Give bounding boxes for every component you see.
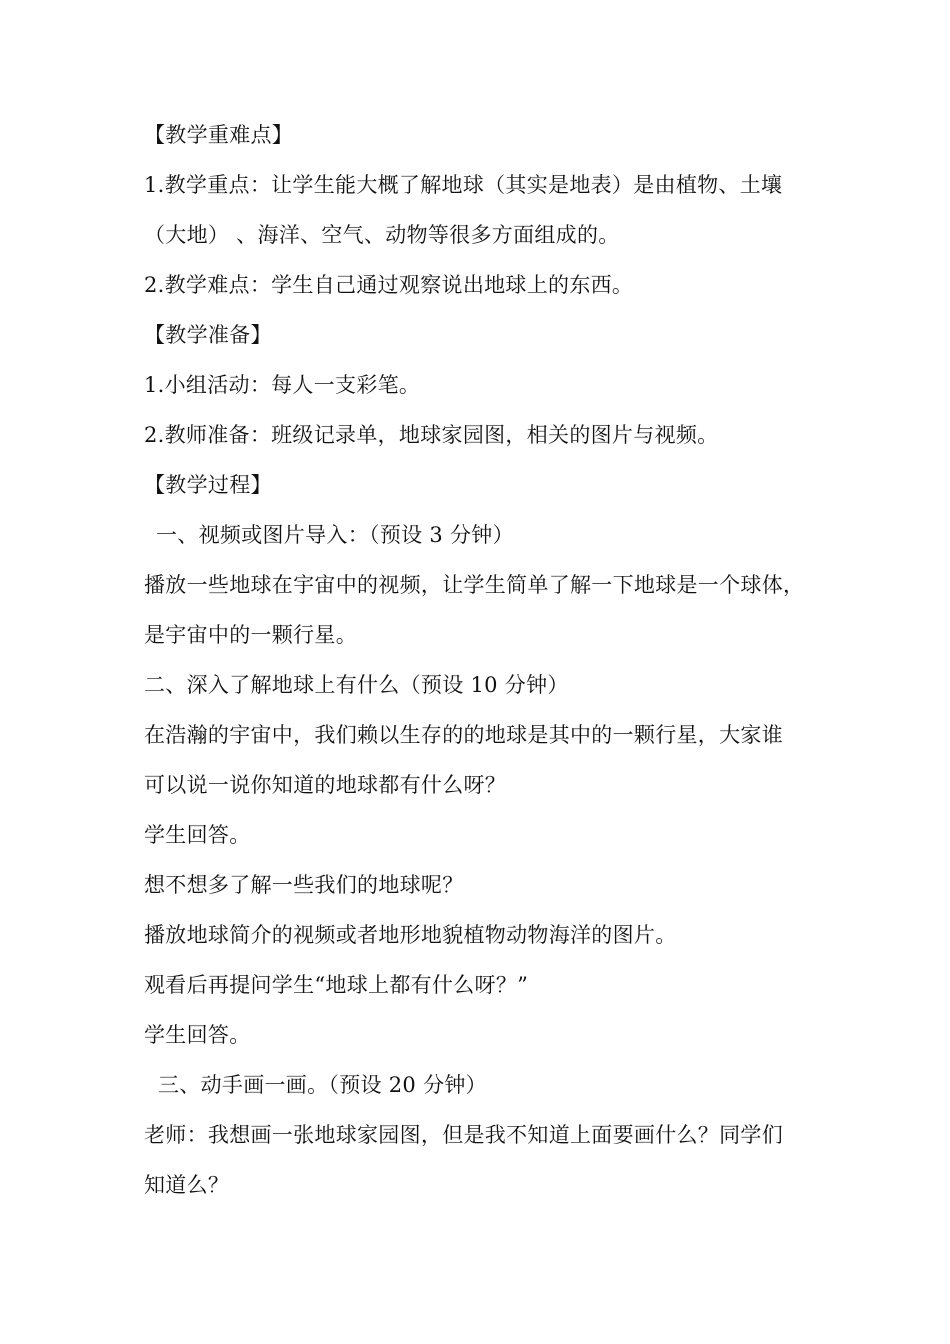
paragraph-line: 播放地球简介的视频或者地形地貌植物动物海洋的图片。 [144, 923, 677, 947]
subsection-heading: 二、深入了解地球上有什么（预设 10 分钟） [144, 673, 569, 697]
paragraph-line: 1.教学重点：让学生能大概了解地球（其实是地表）是由植物、土壤 [144, 173, 783, 197]
paragraph-line: （大地） 、海洋、空气、动物等很多方面组成的。 [144, 223, 620, 247]
paragraph-line: 1.小组活动：每人一支彩笔。 [144, 373, 421, 397]
section-heading-preparation: 【教学准备】 [144, 323, 272, 347]
paragraph-line: 是宇宙中的一颗行星。 [144, 623, 357, 647]
paragraph-line: 观看后再提问学生“地球上都有什么呀？” [144, 973, 529, 997]
paragraph-line: 在浩瀚的宇宙中，我们赖以生存的的地球是其中的一颗行星，大家谁 [144, 723, 783, 747]
paragraph-line: 2.教学难点：学生自己通过观察说出地球上的东西。 [144, 273, 634, 297]
paragraph-line: 播放一些地球在宇宙中的视频，让学生简单了解一下地球是一个球体， [144, 573, 805, 597]
paragraph-line: 老师：我想画一张地球家园图，但是我不知道上面要画什么？同学们 [144, 1123, 783, 1147]
paragraph-line: 想不想多了解一些我们的地球呢？ [144, 873, 464, 897]
paragraph-line: 2.教师准备：班级记录单，地球家园图，相关的图片与视频。 [144, 423, 719, 447]
paragraph-line: 学生回答。 [144, 823, 251, 847]
paragraph-line: 学生回答。 [144, 1023, 251, 1047]
paragraph-line: 知道么？ [144, 1173, 230, 1197]
subsection-heading: 三、动手画一画。（预设 20 分钟） [158, 1073, 487, 1097]
paragraph-line: 可以说一说你知道的地球都有什么呀？ [144, 773, 507, 797]
section-heading-key-points: 【教学重难点】 [144, 123, 294, 147]
section-heading-process: 【教学过程】 [144, 473, 272, 497]
subsection-heading: 一、视频或图片导入：（预设 3 分钟） [156, 523, 514, 547]
